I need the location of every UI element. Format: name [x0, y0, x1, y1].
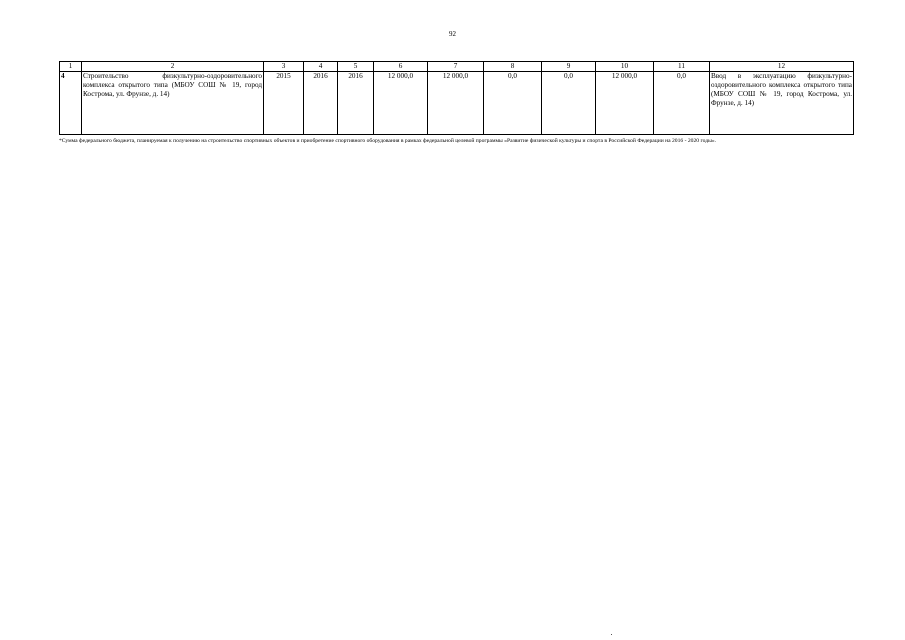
year-cell-3: 2015	[264, 72, 304, 135]
page-number: 92	[449, 30, 456, 38]
data-table	[59, 61, 854, 135]
column-header-6: 6	[374, 62, 428, 72]
amount-cell-9: 0,0	[542, 72, 596, 135]
column-header-8: 8	[484, 62, 542, 72]
row-number-cell: 4	[60, 72, 82, 135]
result-cell: Ввод в эксплуатацию физкультурно-оздоровительного комплекса открытого типа (МБОУ СОШ № 19, город Кострома, ул. Фрунзе, д. 14)	[710, 72, 854, 135]
table-header-row	[60, 62, 854, 72]
amount-cell-8: 0,0	[484, 72, 542, 135]
column-header-4: 4	[304, 62, 338, 72]
footnote: *Сумма федерального бюджета, планируемая к получению на строительство спортивных объектов и приобретение спортивного оборудования в рамках федеральной целевой программы «Развитие физической культуры и спорта в Российской Федерации на 2016 - 2020 годы».	[59, 138, 717, 144]
column-header-9: 9	[542, 62, 596, 72]
column-header-3: 3	[264, 62, 304, 72]
year-cell-4: 2016	[304, 72, 338, 135]
year-cell-5: 2016	[338, 72, 374, 135]
column-header-1: 1	[60, 62, 82, 72]
column-header-10: 10	[596, 62, 654, 72]
amount-cell-6: 12 000,0	[374, 72, 428, 135]
column-header-2: 2	[82, 62, 264, 72]
amount-cell-11: 0,0	[654, 72, 710, 135]
amount-cell-10: 12 000,0	[596, 72, 654, 135]
column-header-12: 12	[710, 62, 854, 72]
amount-cell-7: 12 000,0	[428, 72, 484, 135]
column-header-7: 7	[428, 62, 484, 72]
column-header-5: 5	[338, 62, 374, 72]
scan-speck	[611, 634, 612, 635]
column-header-11: 11	[654, 62, 710, 72]
object-name-cell: Строительство физкультурно-оздоровительного комплекса открытого типа (МБОУ СОШ № 19, город Кострома, ул. Фрунзе, д. 14)	[82, 72, 264, 135]
table-row	[60, 72, 854, 135]
